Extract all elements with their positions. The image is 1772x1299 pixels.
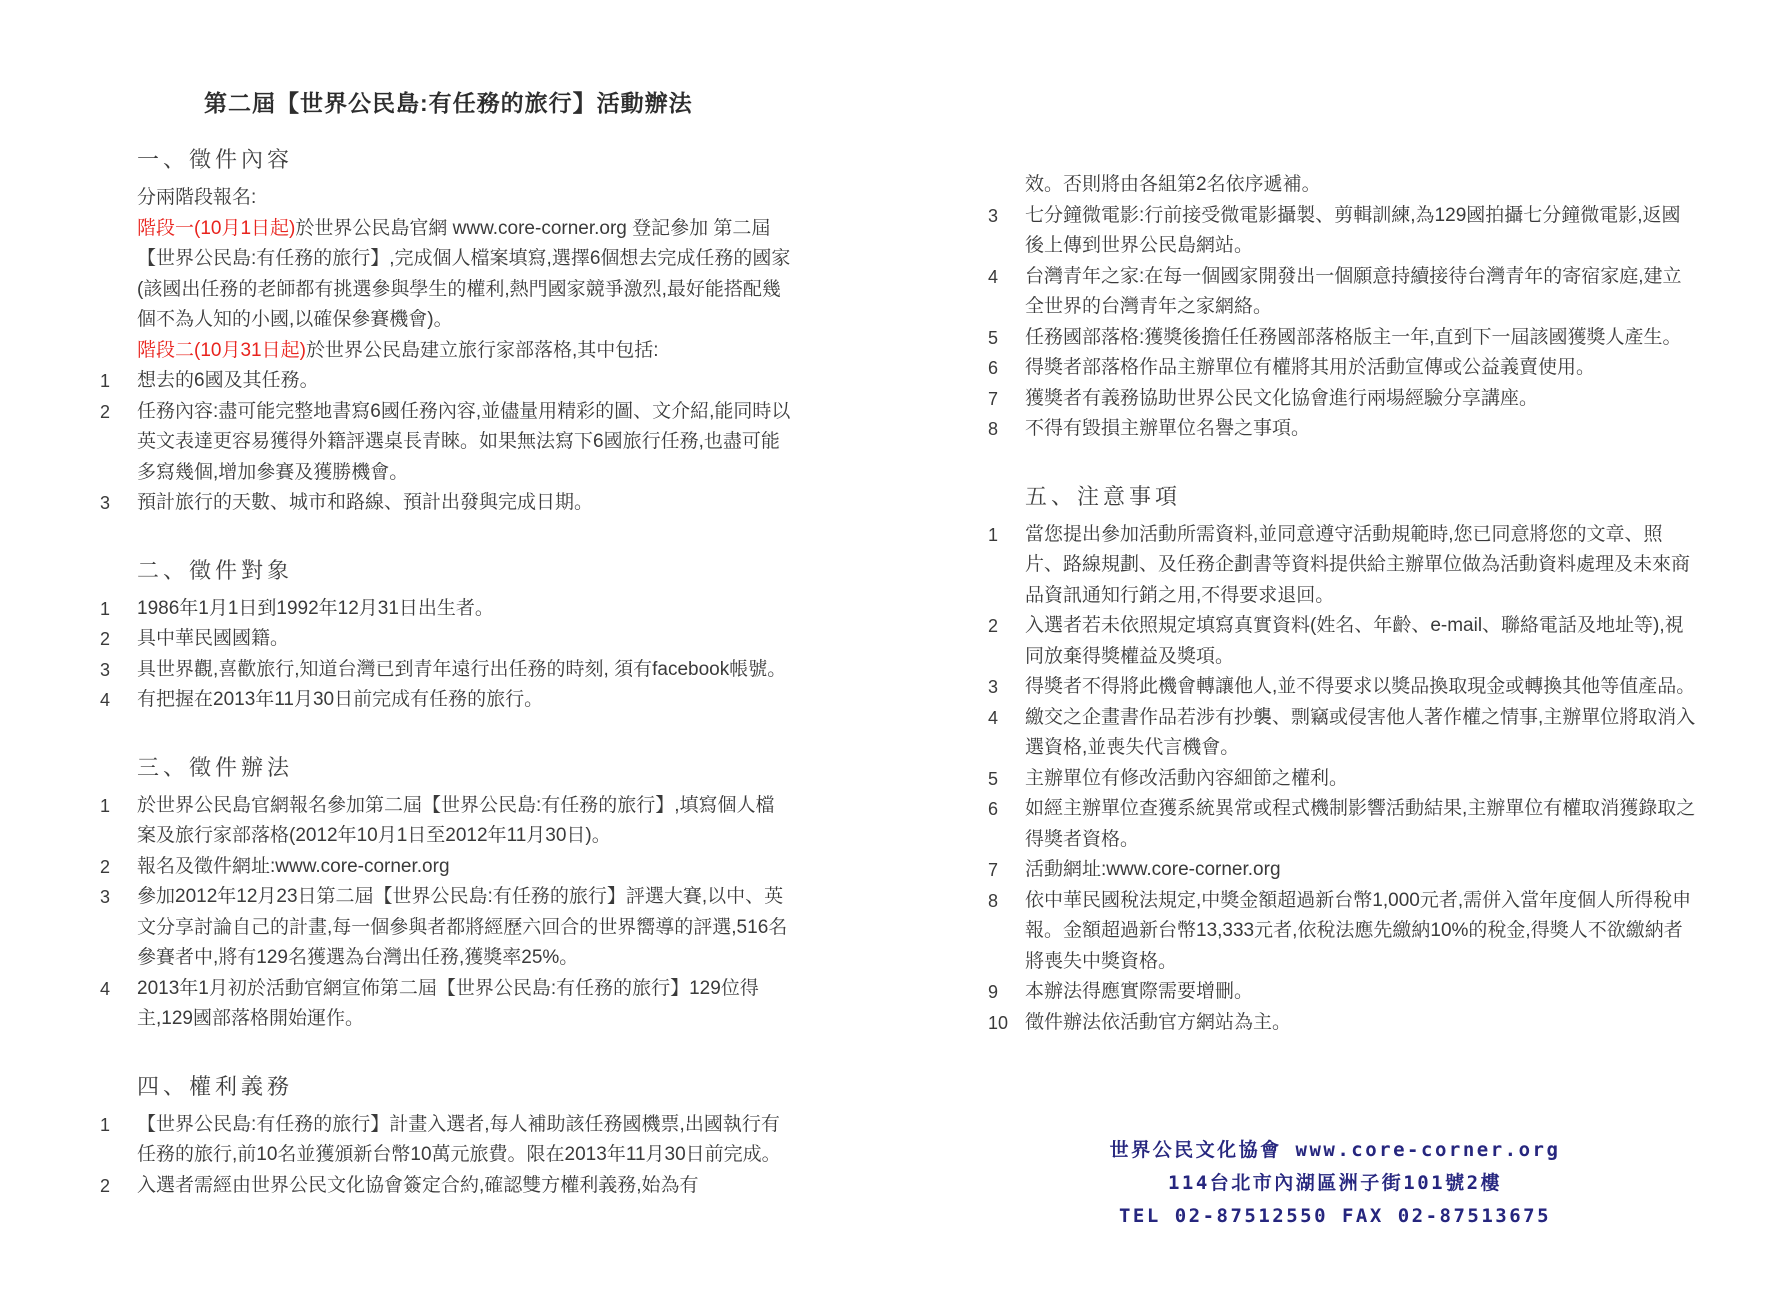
item-text: 報名及徵件網址:www.core-corner.org — [137, 855, 450, 877]
list-item — [988, 977, 1696, 1008]
item-text: 【世界公民島:有任務的旅行】計畫入選者,每人補助該任務國機票,出國執行有任務的旅行,前10名並獲頒新台幣10萬元旅費。限在2013年11月30日前完成。 — [137, 1113, 781, 1165]
list-item — [100, 594, 792, 625]
section-heading: 三、徵件辦法 — [137, 754, 294, 780]
left-sections-container — [100, 144, 792, 1201]
list-item — [988, 262, 1696, 323]
item-text: 參加2012年12月23日第二屆【世界公民島:有任務的旅行】評選大賽,以中、英文分享討論自己的計畫,每一個參與者都將經歷六回合的世界嚮導的評選,516名參賽者中,將有129名獲選為台灣出任務,獲獎率25%。 — [137, 886, 788, 968]
item-text: 依中華民國稅法規定,中獎金額超過新台幣1,000元者,需併入當年度個人所得稅申報。金額超過新台幣13,333元者,依稅法應先繳納10%的稅金,得獎人不欲繳納者將喪失中獎資格。 — [1025, 889, 1692, 972]
document-section — [988, 481, 1696, 1039]
item-number: 9 — [988, 982, 999, 1002]
item-text: 不得有毀損主辦單位名譽之事項。 — [1025, 418, 1311, 439]
item-text: 任務國部落格:獲獎後擔任任務國部落格版主一年,直到下一屆該國獲獎人產生。 — [1025, 326, 1682, 348]
left-column — [100, 86, 792, 1201]
page-title: 第二屆【世界公民島:有任務的旅行】活動辦法 — [204, 90, 693, 116]
item-number: 4 — [100, 690, 111, 710]
list-item — [100, 397, 792, 489]
list-item — [100, 488, 792, 519]
item-text: 具中華民國國籍。 — [137, 628, 290, 649]
list-item — [988, 672, 1696, 703]
item-number: 4 — [988, 266, 999, 287]
item-text: 台灣青年之家:在每一個國家開發出一個願意持續接待台灣青年的寄宿家庭,建立全世界的台灣青年之家網絡。 — [1025, 265, 1682, 317]
item-number: 3 — [100, 493, 111, 513]
list-item — [988, 1008, 1696, 1039]
list-item — [988, 353, 1696, 384]
item-number: 4 — [100, 978, 111, 999]
list-item — [988, 414, 1696, 445]
item-number — [988, 170, 1025, 201]
list-item — [988, 764, 1696, 795]
highlight-red-text: 階段二(10月31日起) — [137, 339, 306, 361]
item-number: 3 — [988, 205, 999, 226]
list-item — [988, 384, 1696, 415]
list-item — [988, 611, 1696, 672]
list-item — [988, 794, 1696, 855]
item-text: 任務內容:盡可能完整地書寫6國任務內容,並儘量用精彩的圖、文介紹,能同時以英文表達更容易獲得外籍評選桌長青睞。如果無法寫下6國旅行任務,也盡可能多寫幾個,增加參賽及獲勝機會。 — [137, 400, 791, 483]
section-heading: 一、徵件內容 — [137, 147, 294, 172]
item-number: 3 — [100, 659, 111, 680]
item-number: 4 — [988, 707, 999, 728]
right-sections-container — [988, 170, 1696, 1038]
list-item — [100, 1110, 792, 1171]
item-number: 8 — [988, 419, 999, 439]
item-number: 7 — [988, 388, 999, 409]
item-text: 具世界觀,喜歡旅行,知道台灣已到青年遠行出任務的時刻, 須有facebook帳號。 — [137, 658, 787, 680]
item-number: 2 — [100, 629, 111, 649]
item-number: 1 — [100, 598, 111, 619]
item-text: 當您提出參加活動所需資料,並同意遵守活動規範時,您已同意將您的文章、照片、路線規劃、及任務企劃書等資料提供給主辦單位做為活動資料處理及未來商品資訊通知行銷之用,不得要求退回。 — [1025, 523, 1691, 606]
footer — [950, 1134, 1720, 1233]
list-item — [988, 323, 1696, 354]
item-text: 獲獎者有義務協助世界公民文化協會進行兩場經驗分享講座。 — [1025, 387, 1539, 409]
section-heading: 四、權利義務 — [137, 1073, 294, 1099]
list-item — [100, 974, 792, 1035]
item-number: 8 — [988, 890, 999, 911]
footer-org-line: 世界公民文化協會 www.core-corner.org — [1109, 1139, 1561, 1161]
item-number: 2 — [988, 616, 999, 636]
item-number: 3 — [100, 887, 111, 907]
item-text: 徵件辦法依活動官方網站為主。 — [1025, 1011, 1292, 1033]
paragraph — [137, 336, 792, 367]
list-item — [100, 852, 792, 883]
list-item — [988, 886, 1696, 978]
list-item — [988, 170, 1696, 201]
item-number: 2 — [100, 856, 111, 877]
footer-address-line: 114台北市內湖區洲子街101號2樓 — [1167, 1172, 1503, 1194]
document-section — [988, 170, 1696, 445]
document-section — [100, 144, 792, 519]
item-text: 繳交之企畫書作品若涉有抄襲、剽竊或侵害他人著作權之情事,主辦單位將取消入選資格,並喪失代言機會。 — [1025, 706, 1696, 758]
paragraph — [137, 214, 792, 336]
item-text: 1986年1月1日到1992年12月31日出生者。 — [137, 597, 494, 619]
item-number: 1 — [100, 371, 111, 391]
list-item — [988, 703, 1696, 764]
footer-phone-line: TEL 02-87512550 FAX 02-87513675 — [1118, 1205, 1552, 1227]
item-number: 10 — [988, 1012, 1009, 1033]
document-section — [100, 555, 792, 716]
item-number: 1 — [100, 1114, 111, 1135]
item-text: 入選者若未依照規定填寫真實資料(姓名、年齡、e-mail、聯絡電話及地址等),視同放棄得獎權益及獎項。 — [1025, 615, 1684, 667]
paragraph — [137, 183, 792, 214]
item-text: 入選者需經由世界公民文化協會簽定合約,確認雙方權利義務,始為有 — [137, 1174, 699, 1196]
item-text: 想去的6國及其任務。 — [137, 370, 319, 391]
section-heading: 二、徵件對象 — [137, 557, 294, 583]
document-section — [100, 752, 792, 1035]
text-run: 於世界公民島官網 www.core-corner.org 登記參加 第二屆【世界公民島:有任務的旅行】,完成個人檔案填寫,選擇6個想去完成任務的國家(該國出任務的老師都有挑選參與學生的權利,熱門國家競爭激烈,最好能搭配幾個不為人知的小國,以確保參賽機會)。 — [137, 217, 791, 330]
item-text: 得獎者部落格作品主辦單位有權將其用於活動宣傳或公益義賣使用。 — [1025, 357, 1596, 378]
text-run: 分兩階段報名: — [137, 187, 257, 208]
item-text: 活動網址:www.core-corner.org — [1025, 859, 1281, 880]
item-text: 如經主辦單位查獲系統異常或程式機制影響活動結果,主辦單位有權取消獲錄取之得獎者資格。 — [1025, 798, 1696, 850]
document-section — [100, 1071, 792, 1202]
item-number: 6 — [988, 358, 999, 378]
section-heading: 五、注意事項 — [1025, 483, 1182, 509]
item-number: 5 — [988, 768, 999, 789]
item-number: 3 — [988, 677, 999, 697]
item-text: 本辦法得應實際需要增刪。 — [1025, 981, 1254, 1002]
item-text: 2013年1月初於活動官網宣佈第二屆【世界公民島:有任務的旅行】129位得主,129國部落格開始運作。 — [137, 977, 759, 1029]
text-run: 於世界公民島建立旅行家部落格,其中包括: — [305, 339, 659, 361]
list-item — [100, 655, 792, 686]
item-text: 效。否則將由各組第2名依序遞補。 — [1025, 174, 1321, 195]
item-text: 七分鐘微電影:行前接受微電影攝製、剪輯訓練,為129國拍攝七分鐘微電影,返國後上傳到世界公民島網站。 — [1025, 204, 1681, 256]
list-item — [100, 624, 792, 655]
right-column — [988, 170, 1696, 1038]
list-item — [988, 855, 1696, 886]
list-item — [100, 1171, 792, 1202]
item-text: 於世界公民島官網報名參加第二屆【世界公民島:有任務的旅行】,填寫個人檔案及旅行家部落格(2012年10月1日至2012年11月30日)。 — [137, 794, 775, 846]
item-number: 2 — [100, 401, 111, 422]
item-text: 主辦單位有修改活動內容細節之權利。 — [1025, 767, 1349, 789]
item-text: 預計旅行的天數、城市和路線、預計出發與完成日期。 — [137, 492, 594, 513]
highlight-red-text: 階段一(10月1日起) — [137, 217, 296, 239]
item-text: 有把握在2013年11月30日前完成有任務的旅行。 — [137, 689, 544, 710]
item-number: 5 — [988, 327, 999, 348]
item-text: 得獎者不得將此機會轉讓他人,並不得要求以獎品換取現金或轉換其他等值產品。 — [1025, 676, 1696, 697]
item-number: 7 — [988, 860, 999, 880]
list-item — [100, 685, 792, 716]
item-number: 1 — [988, 524, 999, 545]
list-item — [100, 791, 792, 852]
list-item — [100, 882, 792, 974]
list-item — [988, 201, 1696, 262]
list-item — [988, 520, 1696, 612]
item-number: 6 — [988, 799, 999, 819]
item-number: 1 — [100, 795, 111, 816]
list-item — [100, 366, 792, 397]
item-number: 2 — [100, 1175, 111, 1196]
